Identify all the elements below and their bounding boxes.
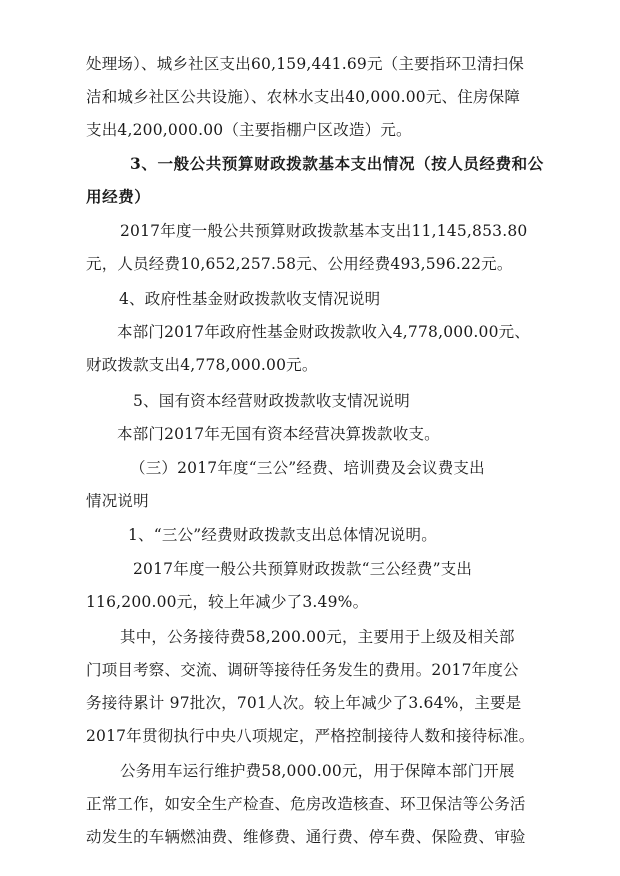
body-text-line: 其中，公务接待费58,200.00元，主要用于上级及相关部	[120, 628, 515, 646]
body-text-line: 公务用车运行维护费58,000.00元，用于保障本部门开展	[120, 762, 515, 780]
body-text-line: 务接待累计 97批次，701人次。较上年减少了3.64%，主要是	[86, 694, 522, 712]
body-text-line: 2017年度一般公共预算财政拨款基本支出11,145,853.80	[120, 222, 528, 240]
body-text-line: 116,200.00元，较上年减少了3.49%。	[86, 593, 369, 611]
section-heading: 1、“三公”经费财政拨款支出总体情况说明。	[128, 526, 437, 544]
body-text-line: 2017年贯彻执行中央八项规定，严格控制接待人数和接待标准。	[86, 727, 535, 745]
body-text-line: 2017年度一般公共预算财政拨款“三公经费”支出	[133, 560, 473, 578]
body-text-line: 正常工作，如安全生产检查、危房改造核查、环卫保洁等公务活	[86, 795, 526, 813]
body-text-line: 处理场）、城乡社区支出60,159,441.69元（主要指环卫清扫保	[86, 55, 524, 73]
section-heading: 5、国有资本经营财政拨款收支情况说明	[133, 392, 410, 410]
section-heading: （三）2017年度“三公”经费、培训费及会议费支出	[130, 459, 485, 477]
body-text-line: 本部门2017年政府性基金财政拨款收入4,778,000.00元、	[117, 323, 531, 341]
body-text-line: 元，人员经费10,652,257.58元、公用经费493,596.22元。	[86, 255, 513, 273]
body-text-line: 门项目考察、交流、调研等接待任务发生的费用。2017年度公	[86, 661, 519, 679]
section-heading: 4、政府性基金财政拨款收支情况说明	[119, 290, 381, 308]
body-text-line: 本部门2017年无国有资本经营决算拨款收支。	[117, 425, 440, 443]
body-text-line: 财政拨款支出4,778,000.00元。	[86, 356, 318, 374]
body-text-line: 动发生的车辆燃油费、维修费、通行费、停车费、保险费、审验	[86, 828, 526, 846]
section-heading: 3、一般公共预算财政拨款基本支出情况（按人员经费和公	[130, 154, 544, 173]
section-heading-continued: 情况说明	[86, 492, 149, 510]
body-text-line: 支出4,200,000.00（主要指棚户区改造）元。	[86, 121, 412, 139]
body-text-line: 洁和城乡社区公共设施）、农林水支出40,000.00元、住房保障	[86, 88, 521, 106]
section-heading-continued: 用经费）	[86, 187, 151, 206]
